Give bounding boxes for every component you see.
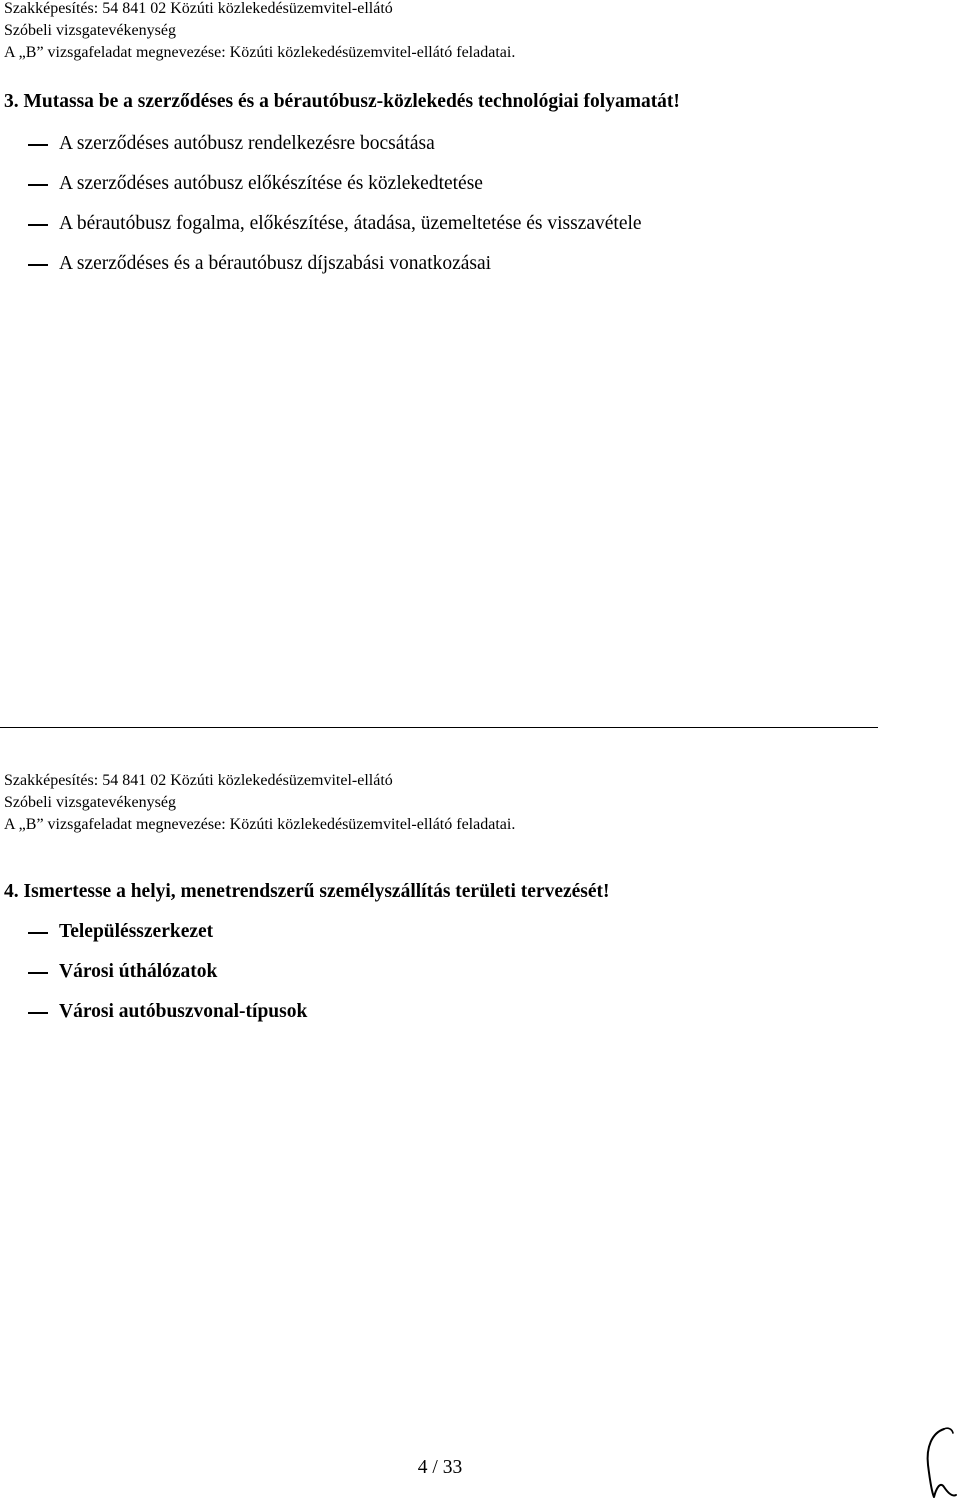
dash-bullet-icon [28, 1012, 48, 1014]
topic-item [28, 918, 307, 958]
topic-item [28, 998, 307, 1038]
header-activity: Szóbeli vizsgatevékenység [4, 794, 176, 811]
topic-text: Városi autóbuszvonal-típusok [59, 1001, 308, 1022]
page-number: 4 / 33 [417, 1457, 463, 1478]
header-activity: Szóbeli vizsgatevékenység [4, 22, 176, 39]
topic-text: Városi úthálózatok [59, 961, 218, 982]
topic-item [28, 250, 642, 290]
topic-item [28, 210, 642, 250]
topic-item [28, 958, 307, 998]
topic-text: A szerződéses autóbusz rendelkezésre bocsátása [59, 133, 435, 154]
dash-bullet-icon [28, 184, 48, 186]
topic-item [28, 170, 642, 210]
dash-bullet-icon [28, 224, 48, 226]
header-task-name: A „B” vizsgafeladat megnevezése: Közúti közlekedésüzemvitel-ellátó feladatai. [4, 816, 516, 833]
section-divider [0, 727, 878, 728]
page-header [4, 0, 515, 64]
question-3-title: 3. Mutassa be a szerződéses és a bérautóbusz-közlekedés technológiai folyamatát! [4, 91, 680, 112]
topic-text: A bérautóbusz fogalma, előkészítése, átadása, üzemeltetése és visszavétele [59, 213, 642, 234]
dash-bullet-icon [28, 144, 48, 146]
signature-mark-icon [922, 1425, 958, 1501]
page-header [4, 770, 515, 836]
header-qualification: Szakképesítés: 54 841 02 Közúti közlekedésüzemvitel-ellátó [4, 0, 393, 17]
question-4-topic-list [28, 918, 307, 1038]
dash-bullet-icon [28, 972, 48, 974]
dash-bullet-icon [28, 264, 48, 266]
topic-text: A szerződéses és a bérautóbusz díjszabási vonatkozásai [59, 253, 492, 274]
topic-text: A szerződéses autóbusz előkészítése és közlekedtetése [59, 173, 483, 194]
topic-item [28, 130, 642, 170]
topic-text: Településszerkezet [59, 921, 214, 942]
dash-bullet-icon [28, 932, 48, 934]
question-3-topic-list [28, 130, 642, 290]
question-4-title: 4. Ismertesse a helyi, menetrendszerű személyszállítás területi tervezését! [4, 881, 610, 902]
header-task-name: A „B” vizsgafeladat megnevezése: Közúti közlekedésüzemvitel-ellátó feladatai. [4, 44, 516, 61]
header-qualification: Szakképesítés: 54 841 02 Közúti közlekedésüzemvitel-ellátó [4, 772, 393, 789]
